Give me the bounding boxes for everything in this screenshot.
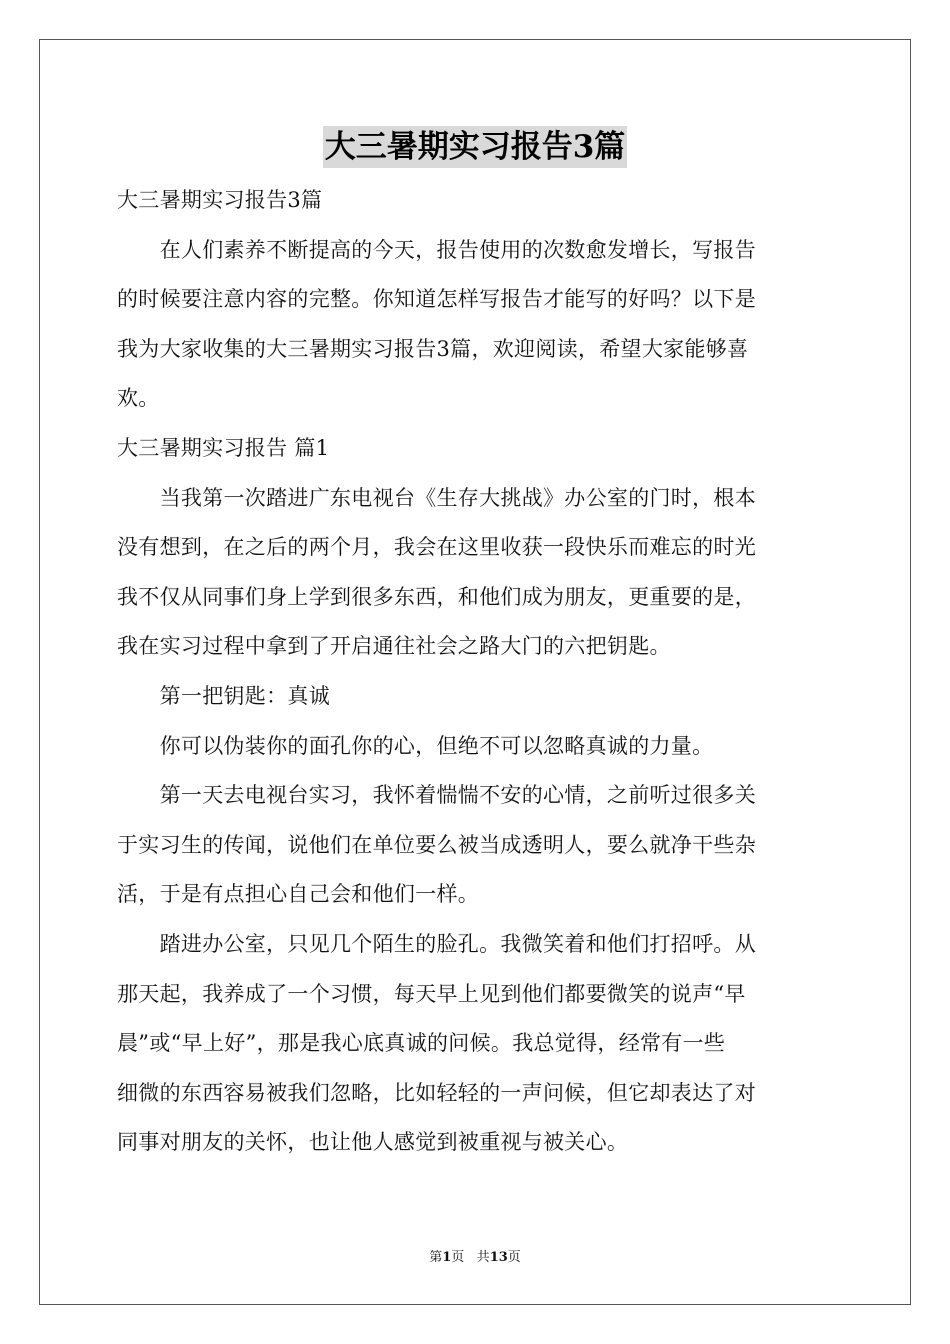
page-footer — [0, 1250, 950, 1266]
total-pages-number: 13 — [489, 1250, 508, 1265]
text-line: 细微的东西容易被我们忽略，比如轻轻的一声问候，但它却表达了对 — [117, 1080, 756, 1105]
text-line: 你可以伪装你的面孔你的心，但绝不可以忽略真诚的力量。 — [117, 733, 714, 758]
text-line: 我不仅从同事们身上学到很多东西，和他们成为朋友，更重要的是， — [117, 584, 756, 609]
text-line: 的时候要注意内容的完整。你知道怎样写报告才能写的好吗？以下是 — [117, 287, 756, 312]
text-line: 踏进办公室，只见几个陌生的脸孔。我微笑着和他们打招呼。从 — [117, 931, 756, 956]
text-line: 没有想到，在之后的两个月，我会在这里收获一段快乐而难忘的时光 — [117, 535, 756, 560]
section-heading: 大三暑期实习报告 篇1 — [117, 435, 330, 460]
title-container — [0, 126, 950, 168]
subsection-heading: 第一把钥匙：真诚 — [117, 683, 330, 708]
current-page-number: 1 — [442, 1250, 452, 1265]
text-line: 在人们素养不断提高的今天，报告使用的次数愈发增长，写报告 — [117, 237, 756, 262]
text-line: 当我第一次踏进广东电视台《生存大挑战》办公室的门时，根本 — [117, 485, 756, 510]
text-line: 我在实习过程中拿到了开启通往社会之路大门的六把钥匙。 — [117, 634, 671, 659]
text-line: 第一天去电视台实习，我怀着惴惴不安的心情，之前听过很多关 — [117, 783, 756, 808]
text-line: 那天起，我养成了一个习惯，每天早上见到他们都要微笑的说声“早 — [117, 981, 746, 1006]
total-label-prefix: 共 — [476, 1250, 490, 1265]
text-line: 大三暑期实习报告3篇 — [117, 188, 323, 212]
text-line: 同事对朋友的关怀，也让他人感觉到被重视与被关心。 — [117, 1130, 629, 1155]
page-label-prefix: 第 — [429, 1250, 443, 1265]
text-line: 晨”或“早上好”，那是我心底真诚的问候。我总觉得，经常有一些 — [117, 1031, 726, 1056]
text-line: 活，于是有点担心自己会和他们一样。 — [117, 882, 480, 907]
total-label-suffix: 页 — [507, 1250, 521, 1265]
text-line: 我为大家收集的大三暑期实习报告3篇，欢迎阅读，希望大家能够喜 — [117, 336, 749, 361]
page-label-suffix: 页 — [451, 1250, 465, 1265]
document-title: 大三暑期实习报告3篇 — [323, 126, 628, 168]
text-line: 欢。 — [117, 386, 160, 411]
text-line: 于实习生的传闻，说他们在单位要么被当成透明人，要么就净干些杂 — [117, 832, 756, 857]
document-body — [117, 176, 833, 1168]
